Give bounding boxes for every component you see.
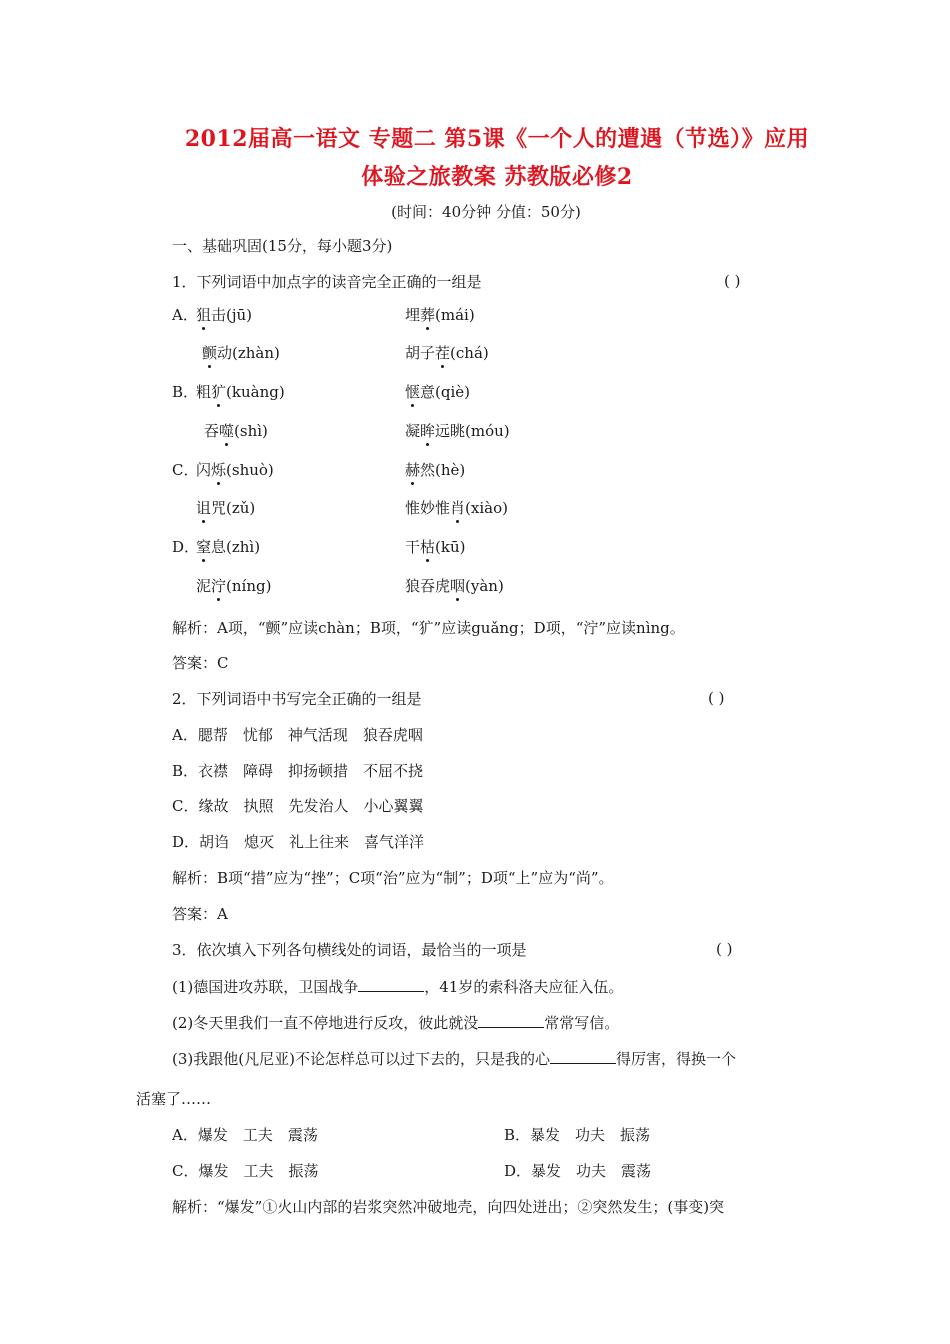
- q1-option-d-word-4: 狼吞虎咽(yàn): [405, 577, 504, 595]
- q2-option-d: D．胡诌 熄灭 礼上往来 喜气洋洋: [172, 833, 425, 851]
- q1-option-a-word-4: 胡子茬(chá): [405, 344, 489, 362]
- q1-option-d-label: D．: [172, 538, 200, 556]
- q1-option-c-word-1: 闪烁(shuò): [196, 461, 274, 479]
- q1-option-d-word-1: 窒息(zhì): [196, 538, 261, 556]
- q1-option-c-word-4: 惟妙惟肖(xiào): [405, 499, 508, 517]
- q2-answer-bracket: ( ): [708, 689, 725, 707]
- q3-sentence-2: (2)冬天里我们一直不停地进行反攻，彼此就没 常常写信。: [172, 1014, 620, 1032]
- q2-option-b: B．衣襟 障碍 抑扬顿措 不屈不挠: [172, 762, 424, 780]
- q1-option-a-label: A．: [172, 306, 198, 324]
- q3-option-c: C．爆发 工夫 振荡: [172, 1162, 319, 1180]
- q1-option-d-word-2: 干枯(kū): [405, 538, 466, 556]
- q3-blank-2: [478, 1012, 544, 1028]
- q3-sentence-3: (3)我跟他(凡尼亚)不论怎样总可以过下去的，只是我的心 得厉害，得换一个: [172, 1050, 736, 1068]
- q1-option-b-word-2: 惬意(qiè): [405, 383, 470, 401]
- q2-option-c: C．缘故 执照 先发治人 小心翼翼: [172, 797, 424, 815]
- q1-option-c-label: C．: [172, 461, 199, 479]
- q3-option-d: D．暴发 功夫 震荡: [504, 1162, 652, 1180]
- q2-stem: 2．下列词语中书写完全正确的一组是: [172, 690, 422, 708]
- q3-analysis: 解析：“爆发”①火山内部的岩浆突然冲破地壳，向四处迸出；②突然发生；(事变)突: [172, 1198, 725, 1216]
- document-title-line-1: 2012届高一语文 专题二 第5课《一个人的遭遇（节选）》应用: [184, 126, 810, 152]
- q1-option-c-word-2: 赫然(hè): [405, 461, 466, 479]
- q3-sentence-3-continued: 活塞了……: [136, 1090, 212, 1108]
- q2-analysis: 解析：B项“措”应为“挫”；C项“治”应为“制”；D项“上”应为“尚”。: [172, 869, 614, 887]
- q1-option-a-word-1: 狙击(jū): [196, 306, 253, 324]
- q2-option-a: A．腮帮 忧郁 神气活现 狼吞虎咽: [172, 726, 423, 744]
- q1-option-b-word-1: 粗犷(kuàng): [196, 383, 285, 401]
- time-score-subtitle: (时间：40分钟 分值：50分): [391, 203, 581, 221]
- q1-option-b-word-3: 吞噬(shì): [204, 422, 268, 440]
- q1-option-c-word-3: 诅咒(zǔ): [196, 499, 256, 517]
- q3-blank-3: [550, 1048, 616, 1064]
- q3-stem: 3．依次填入下列各句横线处的词语，最恰当的一项是: [172, 941, 527, 959]
- q1-option-d-word-3: 泥泞(níng): [196, 577, 272, 595]
- q3-answer-bracket: ( ): [716, 940, 733, 958]
- q3-sentence-1: (1)德国进攻苏联，卫国战争 ，41岁的索科洛夫应征入伍。: [172, 978, 624, 996]
- q3-option-a: A．爆发 工夫 震荡: [172, 1126, 318, 1144]
- q1-stem: 1．下列词语中加点字的读音完全正确的一组是: [172, 273, 482, 291]
- q1-option-a-word-2: 埋葬(mái): [405, 306, 475, 324]
- q1-answer-bracket: ( ): [724, 272, 741, 290]
- q1-option-a-word-3: 颤动(zhàn): [202, 344, 280, 362]
- document-title-line-2: 体验之旅教案 苏教版必修2: [361, 164, 633, 190]
- q3-option-b: B．暴发 功夫 振荡: [504, 1126, 651, 1144]
- q1-analysis: 解析：A项，“颤”应读chàn；B项，“犷”应读guǎng；D项，“泞”应读nìng。: [172, 619, 685, 637]
- q2-answer: 答案：A: [172, 905, 228, 923]
- q1-option-b-label: B．: [172, 383, 199, 401]
- q1-option-b-word-4: 凝眸远眺(móu): [405, 422, 510, 440]
- q1-answer: 答案：C: [172, 654, 229, 672]
- section-heading: 一、基础巩固(15分，每小题3分): [172, 237, 393, 255]
- q3-blank-1: [358, 976, 424, 992]
